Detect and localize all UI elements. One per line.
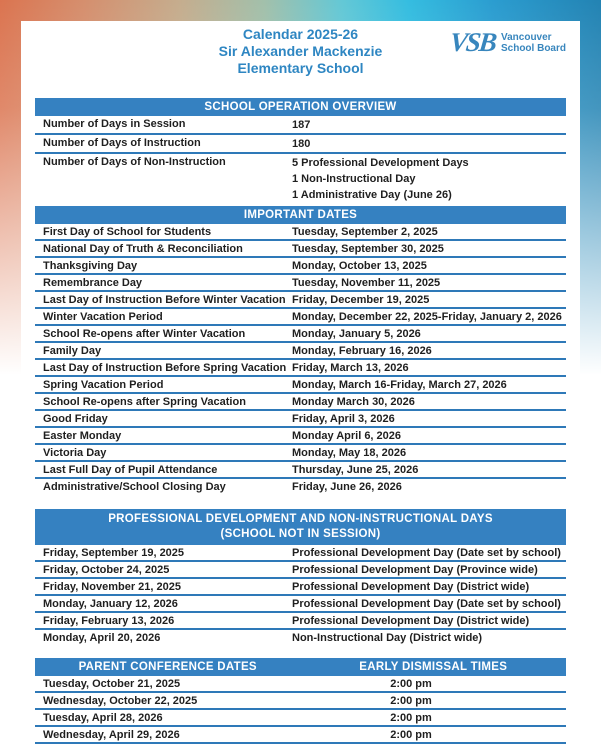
table-row bbox=[35, 292, 566, 309]
table-row bbox=[35, 411, 566, 428]
document-header bbox=[21, 21, 580, 86]
row-value: Thursday, June 25, 2026 bbox=[292, 464, 419, 476]
row-label: Number of Days of Instruction bbox=[43, 137, 201, 149]
row-value: Monday, October 13, 2025 bbox=[292, 260, 427, 272]
row-label: Monday, January 12, 2026 bbox=[43, 598, 178, 610]
prod-days-table bbox=[35, 545, 566, 645]
important-dates-table bbox=[35, 224, 566, 494]
title-line-school-name: Sir Alexander Mackenzie bbox=[218, 43, 383, 59]
row-value-line: 180 bbox=[292, 138, 311, 150]
row-value: Friday, June 26, 2026 bbox=[292, 481, 402, 493]
section-header-important-dates: IMPORTANT DATES bbox=[35, 206, 566, 224]
row-label: Easter Monday bbox=[43, 430, 122, 442]
row-label: Friday, October 24, 2025 bbox=[43, 564, 170, 576]
row-value: Monday April 6, 2026 bbox=[292, 430, 402, 442]
section-school-operation-overview bbox=[35, 98, 566, 203]
row-label: Wednesday, October 22, 2025 bbox=[43, 695, 198, 707]
row-label: Number of Days in Session bbox=[43, 118, 186, 130]
table-row bbox=[35, 710, 566, 727]
row-label: Victoria Day bbox=[43, 447, 107, 459]
title-line-calendar: Calendar 2025-26 bbox=[242, 26, 359, 42]
section-prod-days bbox=[35, 509, 566, 645]
table-row bbox=[35, 343, 566, 360]
row-value: Friday, December 19, 2025 bbox=[292, 294, 430, 306]
early-dismissal-times-header: EARLY DISMISSAL TIMES bbox=[359, 661, 508, 673]
table-row bbox=[35, 241, 566, 258]
parent-conference-table bbox=[35, 676, 566, 744]
row-label: Monday, April 20, 2026 bbox=[43, 632, 161, 644]
row-label: School Re-opens after Winter Vacation bbox=[43, 328, 246, 340]
table-row bbox=[35, 445, 566, 462]
row-value-line: 187 bbox=[292, 119, 311, 131]
title-line-school-type: Elementary School bbox=[237, 60, 364, 76]
row-value-line: 5 Professional Development Days bbox=[292, 157, 469, 169]
row-label: Administrative/School Closing Day bbox=[43, 481, 226, 493]
table-row bbox=[35, 428, 566, 445]
row-value: Monday, December 22, 2025-Friday, January 2, 2026 bbox=[292, 311, 562, 323]
row-value: Professional Development Day (District wide) bbox=[292, 615, 530, 627]
table-row bbox=[35, 326, 566, 343]
table-row bbox=[35, 596, 566, 613]
row-label: Last Day of Instruction Before Winter Vacation bbox=[43, 294, 286, 306]
table-row bbox=[35, 562, 566, 579]
row-label: National Day of Truth & Reconciliation bbox=[43, 243, 243, 255]
row-value: Monday, March 16-Friday, March 27, 2026 bbox=[292, 379, 507, 391]
row-value-line: 1 Non-Instructional Day bbox=[292, 173, 416, 185]
vsb-logo-name-line2: School Board bbox=[500, 43, 566, 54]
row-value: Professional Development Day (District wide) bbox=[292, 581, 530, 593]
table-row bbox=[35, 479, 566, 494]
section-important-dates bbox=[35, 206, 566, 494]
row-value: Non-Instructional Day (District wide) bbox=[292, 632, 483, 644]
row-label: Friday, February 13, 2026 bbox=[43, 615, 175, 627]
table-row bbox=[35, 135, 566, 154]
section-header-prod-days bbox=[35, 509, 566, 545]
row-label: Friday, September 19, 2025 bbox=[43, 547, 185, 559]
prod-header-line2: (SCHOOL NOT IN SESSION) bbox=[220, 528, 381, 540]
section-parent-conference bbox=[35, 658, 566, 744]
row-value: Professional Development Day (Date set by school) bbox=[292, 547, 561, 559]
row-value: 2:00 pm bbox=[390, 695, 432, 707]
row-value: 2:00 pm bbox=[390, 729, 432, 741]
table-row bbox=[35, 727, 566, 744]
section-header-parent-conference bbox=[35, 658, 566, 676]
row-label: Family Day bbox=[43, 345, 102, 357]
row-value: Tuesday, September 2, 2025 bbox=[292, 226, 438, 238]
row-value: Monday, January 5, 2026 bbox=[292, 328, 421, 340]
row-value: Monday, May 18, 2026 bbox=[292, 447, 407, 459]
table-row bbox=[35, 309, 566, 326]
table-row bbox=[35, 224, 566, 241]
row-label: Remembrance Day bbox=[43, 277, 143, 289]
row-value: Professional Development Day (Date set by school) bbox=[292, 598, 561, 610]
row-label: Last Full Day of Pupil Attendance bbox=[43, 464, 218, 476]
row-value bbox=[292, 154, 566, 203]
row-value: 2:00 pm bbox=[390, 678, 432, 690]
row-value: Tuesday, November 11, 2025 bbox=[292, 277, 441, 289]
row-value: Professional Development Day (Province wide) bbox=[292, 564, 538, 576]
table-row bbox=[35, 394, 566, 411]
table-row bbox=[35, 630, 566, 645]
table-row bbox=[35, 676, 566, 693]
row-value: 2:00 pm bbox=[390, 712, 432, 724]
table-row bbox=[35, 377, 566, 394]
table-row bbox=[35, 693, 566, 710]
row-value: Friday, April 3, 2026 bbox=[292, 413, 395, 425]
row-label: First Day of School for Students bbox=[43, 226, 212, 238]
row-label: Spring Vacation Period bbox=[43, 379, 164, 391]
calendar-document bbox=[21, 21, 580, 741]
table-row bbox=[35, 545, 566, 562]
row-value bbox=[292, 116, 566, 133]
row-value: Monday, February 16, 2026 bbox=[292, 345, 432, 357]
row-label: Winter Vacation Period bbox=[43, 311, 163, 323]
vsb-logo-acronym: VSB bbox=[448, 27, 497, 57]
row-label: Wednesday, April 29, 2026 bbox=[43, 729, 180, 741]
school-operation-overview-table bbox=[35, 116, 566, 203]
row-value: Tuesday, September 30, 2025 bbox=[292, 243, 444, 255]
vsb-logo bbox=[450, 29, 566, 55]
table-row bbox=[35, 613, 566, 630]
section-header-school-operation-overview: SCHOOL OPERATION OVERVIEW bbox=[35, 98, 566, 116]
row-value bbox=[292, 135, 566, 152]
row-value-line: 1 Administrative Day (June 26) bbox=[292, 189, 452, 201]
document-content bbox=[35, 98, 566, 744]
row-label: Tuesday, April 28, 2026 bbox=[43, 712, 163, 724]
parent-conference-dates-header: PARENT CONFERENCE DATES bbox=[78, 661, 257, 673]
row-label: Good Friday bbox=[43, 413, 108, 425]
table-row bbox=[35, 360, 566, 377]
vsb-logo-name bbox=[501, 29, 566, 54]
row-label: Tuesday, October 21, 2025 bbox=[43, 678, 181, 690]
vsb-logo-name-line1: Vancouver bbox=[500, 32, 552, 43]
row-label: School Re-opens after Spring Vacation bbox=[43, 396, 246, 408]
table-row bbox=[35, 275, 566, 292]
row-value: Monday March 30, 2026 bbox=[292, 396, 415, 408]
table-row bbox=[35, 579, 566, 596]
row-value: Friday, March 13, 2026 bbox=[292, 362, 409, 374]
table-row bbox=[35, 462, 566, 479]
prod-header-line1: PROFESSIONAL DEVELOPMENT AND NON-INSTRUCTIONAL DAYS bbox=[108, 513, 493, 525]
table-row bbox=[35, 116, 566, 135]
row-label: Thanksgiving Day bbox=[43, 260, 138, 272]
row-label: Last Day of Instruction Before Spring Vacation bbox=[43, 362, 287, 374]
table-row bbox=[35, 258, 566, 275]
row-label: Number of Days of Non-Instruction bbox=[43, 156, 226, 168]
table-row bbox=[35, 154, 566, 203]
row-label: Friday, November 21, 2025 bbox=[43, 581, 181, 593]
